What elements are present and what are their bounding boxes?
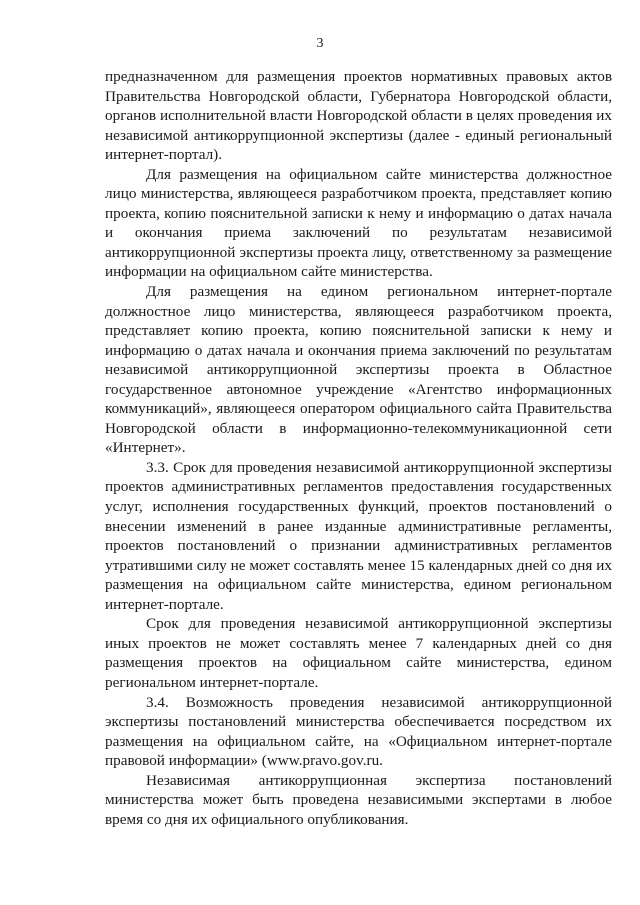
paragraph-clause-3-4: 3.4. Возможность проведения независимой антикоррупционной экспертизы постановлений министерства обеспечивается посредством их размещения на официальном сайте, на «Официальном интернет-портале правовой информации» (www.pravo.gov.ru. xyxy=(105,693,612,770)
paragraph-ministry-site: Для размещения на официальном сайте министерства должностное лицо министерства, являющееся разработчиком проекта, представляет копию проекта, копию пояснительной записки к нему и информацию о датах начала и окончания приема заключений по результатам независимой антикоррупционной экспертизы проекта лицу, ответственному за размещение информации на официальном сайте министерства. xyxy=(105,165,612,281)
page-number: 3 xyxy=(316,36,324,51)
paragraph-regional-portal: Для размещения на едином региональном интернет-портале должностное лицо министерства, являющееся разработчиком проекта, представляет копию проекта, копию пояснительной записки к нему и информацию о датах начала и окончания приема заключений по результатам независимой антикоррупционной экспертизы проекта в Областное государственное автономное учреждение «Агентство информационных коммуникаций», являющееся оператором официального сайта Правительства Новгородской области в информационно-телекоммуникационной сети «Интернет». xyxy=(105,283,612,457)
paragraph-independent-expertise: Независимая антикоррупционная экспертиза постановлений министерства может быть проведена независимыми экспертами в любое время со дня их официального опубликования. xyxy=(105,771,612,828)
document-body xyxy=(105,67,612,829)
paragraph-clause-3-3: 3.3. Срок для проведения независимой антикоррупционной экспертизы проектов административных регламентов предоставления государственных услуг, исполнения государственных функций, проектов постановлений о внесении изменений в ранее изданные административные регламенты, проектов постановлений о признании административных регламентов утратившими силу не может составлять менее 15 календарных дней со дня их размещения на официальном сайте министерства, едином региональном интернет-портале. xyxy=(105,458,612,613)
paragraph-continuation: предназначенном для размещения проектов нормативных правовых актов Правительства Новгородской области, Губернатора Новгородской области, органов исполнительной власти Новгородской области в целях проведения их независимой антикоррупционной экспертизы (далее - единый региональный интернет-портал). xyxy=(105,68,612,164)
paragraph-other-projects-term: Срок для проведения независимой антикоррупционной экспертизы иных проектов не может составлять менее 7 календарных дней со дня размещения проектов на официальном сайте министерства, едином региональном интернет-портале. xyxy=(105,615,612,691)
